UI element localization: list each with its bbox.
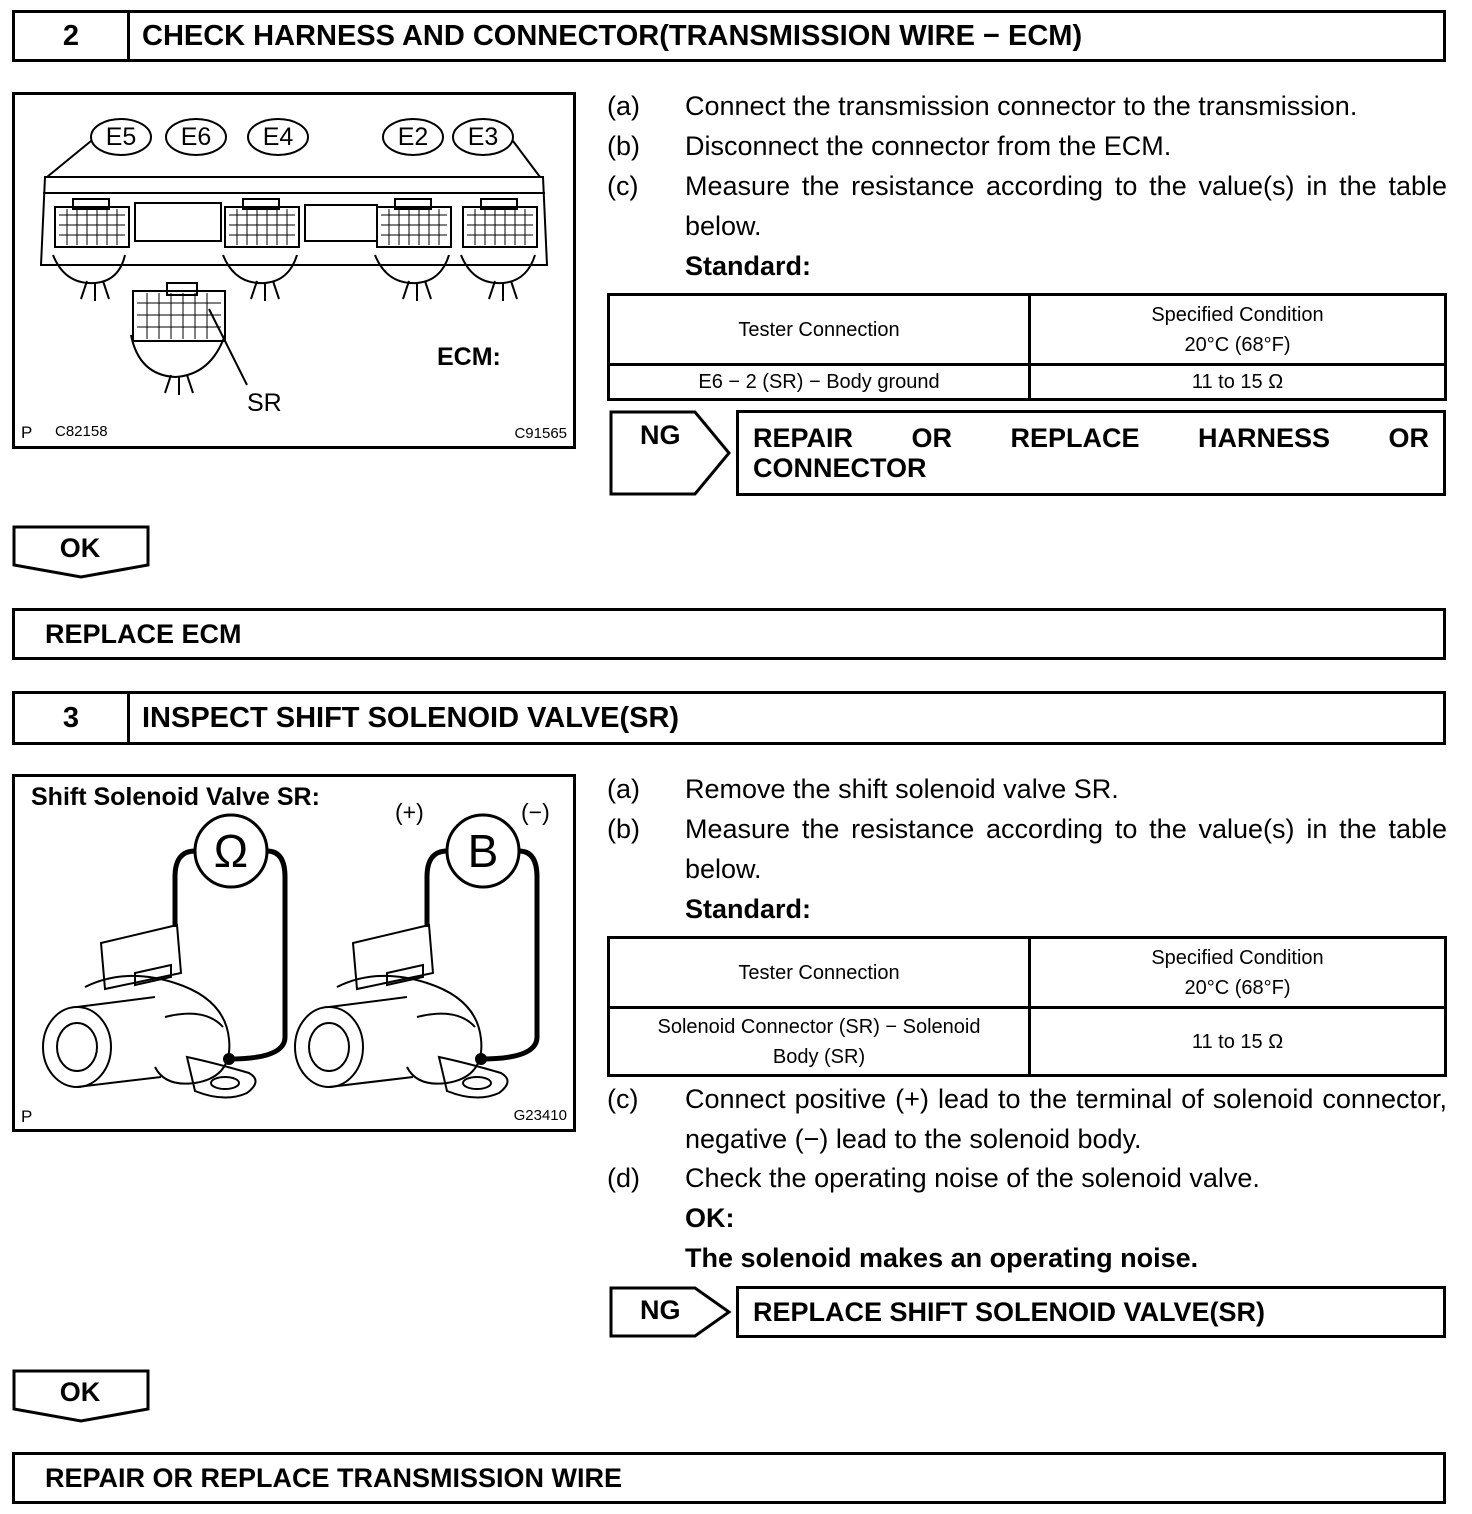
ecm-label: ECM:: [437, 343, 501, 371]
s3-table-header-condition-line2: 20°C (68°F): [1184, 976, 1291, 999]
solenoid-figure: [12, 774, 576, 1132]
connector-label-e4: E4: [262, 123, 294, 151]
section-3-header: [12, 691, 1446, 745]
s3-step-b-text: Measure the resistance according to the value(s) in the table below.: [685, 814, 1447, 884]
ohm-symbol: Ω: [213, 825, 249, 877]
s2-table-header-connection: Tester Connection: [609, 295, 1030, 365]
s2-step-c-text: Measure the resistance according to the value(s) in the table below.: [685, 171, 1447, 241]
s3-step-c-text: Connect positive (+) lead to the terminal of solenoid connector, negative (−) lead to the solenoid body.: [685, 1084, 1447, 1154]
s3-table-row-connection-line2: Body (SR): [772, 1045, 866, 1068]
figure-code-right: C91565: [514, 425, 567, 442]
s2-spec-table: [607, 293, 1447, 401]
s3-table-header-condition-line1: Specified Condition: [1151, 946, 1324, 969]
s3-step-a-text: Remove the shift solenoid valve SR.: [685, 774, 1119, 804]
connector-label-e2: E2: [397, 123, 429, 151]
connector-label-e6: E6: [180, 123, 212, 151]
solenoid-figure-corner-p: P: [21, 1107, 33, 1126]
s3-step-a: [607, 769, 1447, 809]
s2-table-header-condition: [1030, 295, 1446, 365]
s2-table-header-condition-line1: Specified Condition: [1151, 303, 1324, 326]
s2-step-a-text: Connect the transmission connector to the transmission.: [685, 91, 1358, 121]
s3-step-d-text: Check the operating noise of the solenoid valve.: [685, 1163, 1260, 1193]
s3-ng-action: REPLACE SHIFT SOLENOID VALVE(SR): [753, 1296, 1266, 1327]
s2-ok-action-box: [12, 608, 1446, 660]
s2-table-header-condition-line2: 20°C (68°F): [1184, 333, 1291, 356]
sr-label: SR: [247, 389, 282, 417]
s3-table-header-connection: Tester Connection: [609, 938, 1030, 1008]
s2-table-row-connection: E6 − 2 (SR) − Body ground: [609, 365, 1030, 400]
minus-label: (−): [521, 799, 550, 825]
s3-standard-label: Standard:: [685, 894, 812, 924]
section-3-number: 3: [15, 694, 130, 742]
s2-step-b-text: Disconnect the connector from the ECM.: [685, 131, 1172, 161]
figure-code-left: C82158: [55, 423, 108, 440]
s3-table-header-condition: [1030, 938, 1446, 1008]
connector-label-e5: E5: [105, 123, 137, 151]
solenoid-figure-code: G23410: [513, 1107, 567, 1124]
s2-ng-action-line2: CONNECTOR: [753, 453, 927, 483]
s2-ng-label: NG: [640, 420, 681, 450]
battery-symbol: B: [467, 825, 499, 877]
s3-ok-action: REPAIR OR REPLACE TRANSMISSION WIRE: [45, 1462, 623, 1493]
s3-ok-action-box: [12, 1452, 1446, 1504]
s2-ok-action: REPLACE ECM: [45, 618, 242, 649]
s2-ok-label: OK: [59, 533, 101, 563]
s2-step-a: [607, 86, 1447, 126]
connector-label-e3: E3: [467, 123, 499, 151]
s3-ok-heading: OK:: [685, 1203, 735, 1233]
section-2-title: CHECK HARNESS AND CONNECTOR(TRANSMISSION WIRE − ECM): [142, 19, 1083, 52]
s3-step-d-label: (d): [607, 1163, 640, 1193]
s2-step-b: [607, 126, 1447, 166]
section-2-number: 2: [15, 13, 130, 59]
section-3-title: INSPECT SHIFT SOLENOID VALVE(SR): [142, 701, 680, 734]
s3-ok-label: OK: [59, 1377, 101, 1407]
plus-label: (+): [395, 799, 424, 825]
figure-corner-p: P: [21, 423, 33, 442]
s3-ng-label: NG: [640, 1295, 681, 1325]
s3-step-a-label: (a): [607, 774, 640, 804]
s3-ng-action-box: [736, 1286, 1446, 1338]
s3-table-row-connection: [609, 1008, 1030, 1076]
s3-step-c: [607, 1079, 1447, 1159]
s3-spec-table: [607, 936, 1447, 1077]
s2-step-a-label: (a): [607, 91, 640, 121]
ecm-connector-figure: [12, 92, 576, 449]
s3-table-row-condition: 11 to 15 Ω: [1030, 1008, 1446, 1076]
s3-step-b: [607, 809, 1447, 889]
s2-ng-action-line1: REPAIR OR REPLACE HARNESS OR: [753, 423, 1429, 453]
s2-table-row-condition: 11 to 15 Ω: [1030, 365, 1446, 400]
s2-step-c-label: (c): [607, 171, 639, 201]
solenoid-figure-title: Shift Solenoid Valve SR:: [31, 783, 320, 811]
s2-step-b-label: (b): [607, 131, 640, 161]
s3-step-b-label: (b): [607, 814, 640, 844]
s3-step-c-label: (c): [607, 1084, 639, 1114]
s3-ok-text: The solenoid makes an operating noise.: [685, 1243, 1199, 1273]
s2-standard-label: Standard:: [685, 251, 812, 281]
s3-table-row-connection-line1: Solenoid Connector (SR) − Solenoid: [657, 1015, 981, 1038]
section-2-header: [12, 10, 1446, 62]
s3-step-d: [607, 1158, 1447, 1198]
s2-step-c: [607, 166, 1447, 246]
s2-ng-action-box: [736, 410, 1446, 496]
